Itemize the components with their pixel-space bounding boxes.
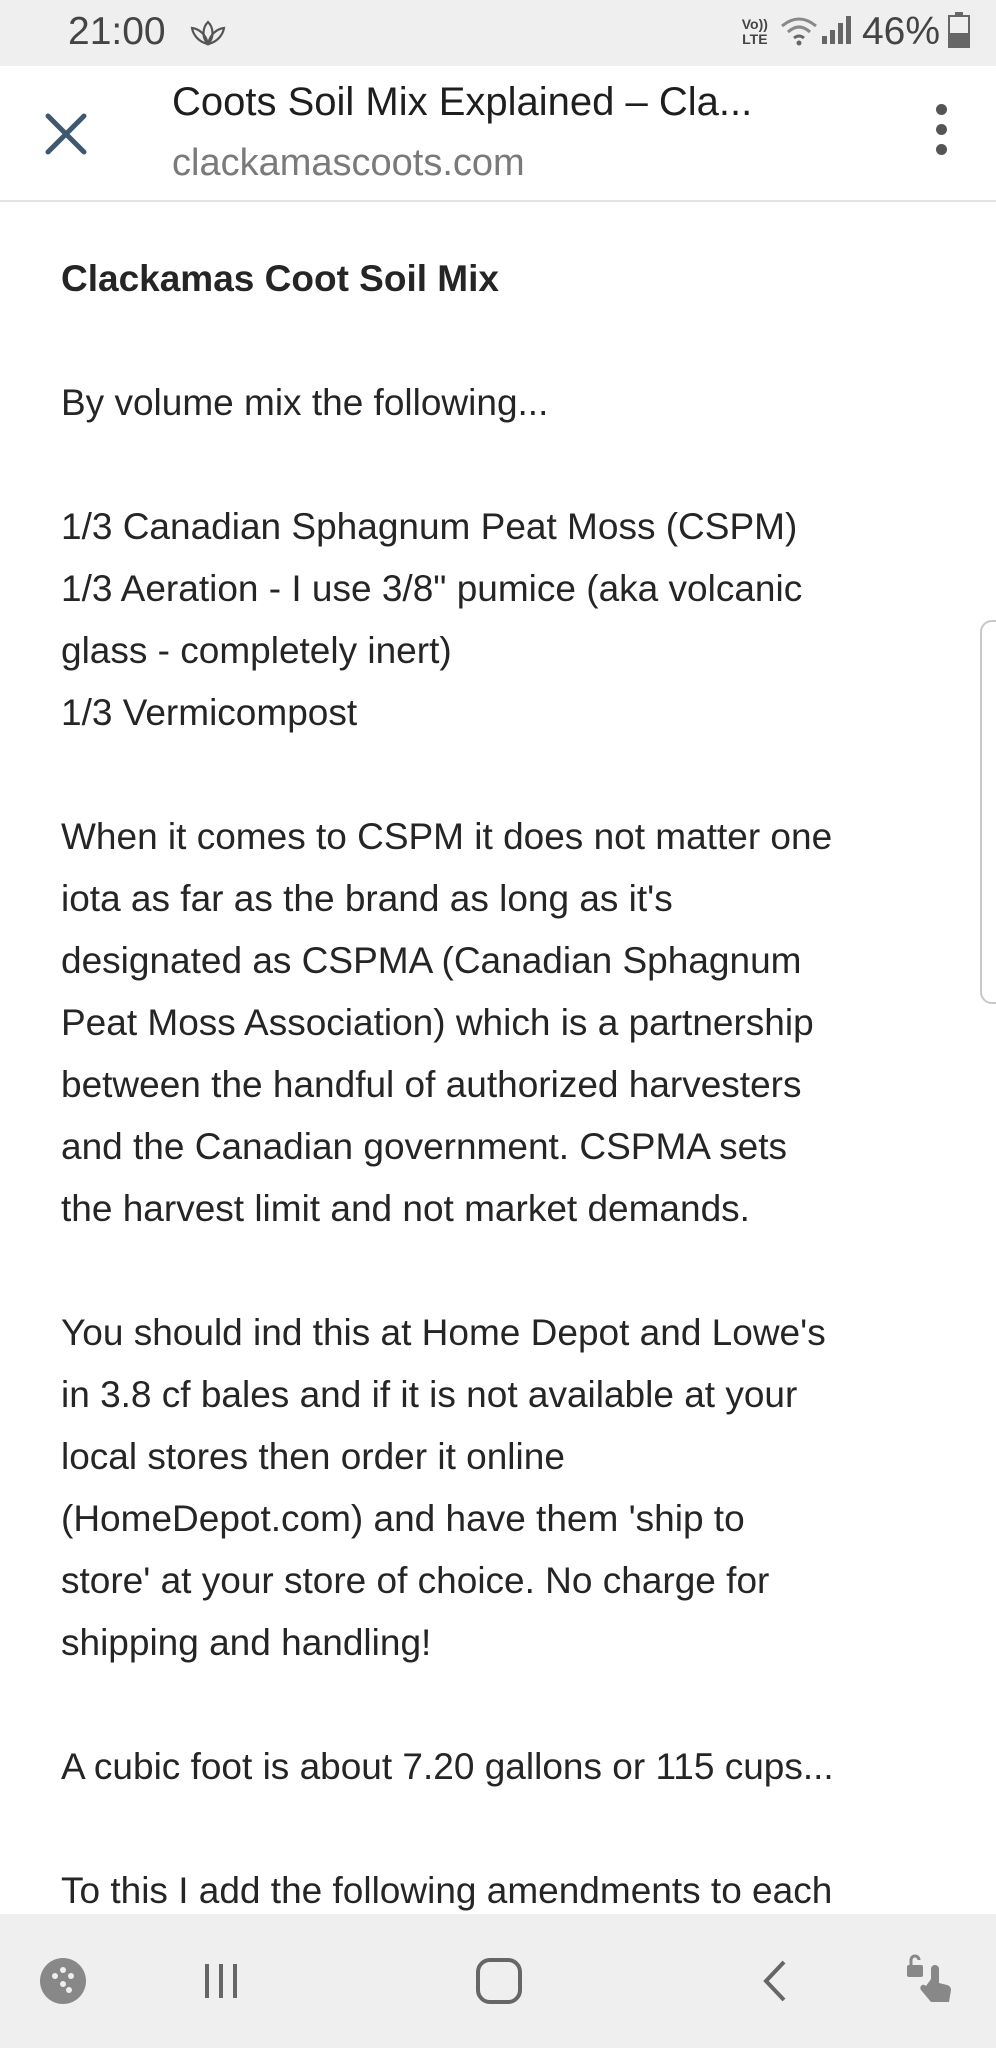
article-heading: Clackamas Coot Soil Mix bbox=[61, 258, 499, 299]
paragraph-gap bbox=[61, 434, 961, 496]
signal-icon bbox=[820, 14, 854, 51]
page-title: Coots Soil Mix Explained – Cla... bbox=[172, 80, 753, 124]
assistive-touch-button[interactable] bbox=[896, 1946, 966, 2016]
edge-panel-handle[interactable] bbox=[980, 620, 996, 1004]
lotus-notification-icon bbox=[188, 20, 228, 51]
article-line: To this I add the following amendments to each bbox=[61, 1870, 833, 1911]
article-line: designated as CSPMA (Canadian Sphagnum bbox=[61, 940, 802, 981]
paragraph-gap bbox=[61, 1240, 961, 1302]
close-button[interactable] bbox=[38, 106, 94, 162]
article-line: When it comes to CSPM it does not matter one bbox=[61, 816, 833, 857]
back-icon bbox=[752, 1956, 802, 2006]
article-line: store' at your store of choice. No charge for bbox=[61, 1560, 770, 1601]
article-line: shipping and handling! bbox=[61, 1622, 432, 1663]
close-icon bbox=[38, 106, 94, 162]
article-content bbox=[61, 248, 961, 1922]
article-line: and the Canadian government. CSPMA sets bbox=[61, 1126, 788, 1167]
more-vert-icon bbox=[926, 104, 956, 155]
article-line: By volume mix the following... bbox=[61, 382, 549, 423]
battery-percent: 46% bbox=[861, 10, 940, 53]
article-line: between the handful of authorized harvesters bbox=[61, 1064, 802, 1105]
article-line: 1/3 Canadian Sphagnum Peat Moss (CSPM) bbox=[61, 506, 798, 547]
paragraph-gap bbox=[61, 1674, 961, 1736]
volte-lte-indicator: Vo)) LTE bbox=[741, 16, 768, 47]
status-bar bbox=[0, 0, 996, 66]
recent-apps-icon bbox=[196, 1956, 246, 2006]
article-line: Peat Moss Association) which is a partnership bbox=[61, 1002, 814, 1043]
home-icon bbox=[472, 1954, 526, 2008]
paragraph-gap bbox=[61, 744, 961, 806]
article-line: (HomeDepot.com) and have them 'ship to bbox=[61, 1498, 745, 1539]
game-launcher-icon bbox=[38, 1956, 88, 2006]
back-button[interactable] bbox=[742, 1946, 812, 2016]
article-line: 1/3 Vermicompost bbox=[61, 692, 358, 733]
article-line: 1/3 Aeration - I use 3/8" pumice (aka volcanic bbox=[61, 568, 803, 609]
article-body bbox=[61, 372, 961, 1922]
article-line: the harvest limit and not market demands. bbox=[61, 1188, 750, 1229]
custom-tab-toolbar bbox=[0, 66, 996, 202]
article-line: A cubic foot is about 7.20 gallons or 115 cups... bbox=[61, 1746, 834, 1787]
recent-apps-button[interactable] bbox=[186, 1946, 256, 2016]
article-line: local stores then order it online bbox=[61, 1436, 565, 1477]
article-line: You should ind this at Home Depot and Lowe's bbox=[61, 1312, 826, 1353]
wifi-icon bbox=[778, 14, 820, 51]
article-line: iota as far as the brand as long as it's bbox=[61, 878, 673, 919]
status-indicators bbox=[742, 10, 970, 54]
home-button[interactable] bbox=[464, 1946, 534, 2016]
assistive-touch-icon bbox=[901, 1951, 961, 2011]
game-launcher-button[interactable] bbox=[28, 1946, 98, 2016]
page-url: clackamascoots.com bbox=[172, 142, 525, 184]
article-line: glass - completely inert) bbox=[61, 630, 452, 671]
more-options-button[interactable] bbox=[926, 104, 956, 164]
paragraph-gap bbox=[61, 1798, 961, 1860]
article-line: in 3.8 cf bales and if it is not available at your bbox=[61, 1374, 798, 1415]
status-time: 21:00 bbox=[68, 10, 166, 53]
battery-icon bbox=[948, 12, 970, 53]
navigation-bar bbox=[0, 1914, 996, 2048]
